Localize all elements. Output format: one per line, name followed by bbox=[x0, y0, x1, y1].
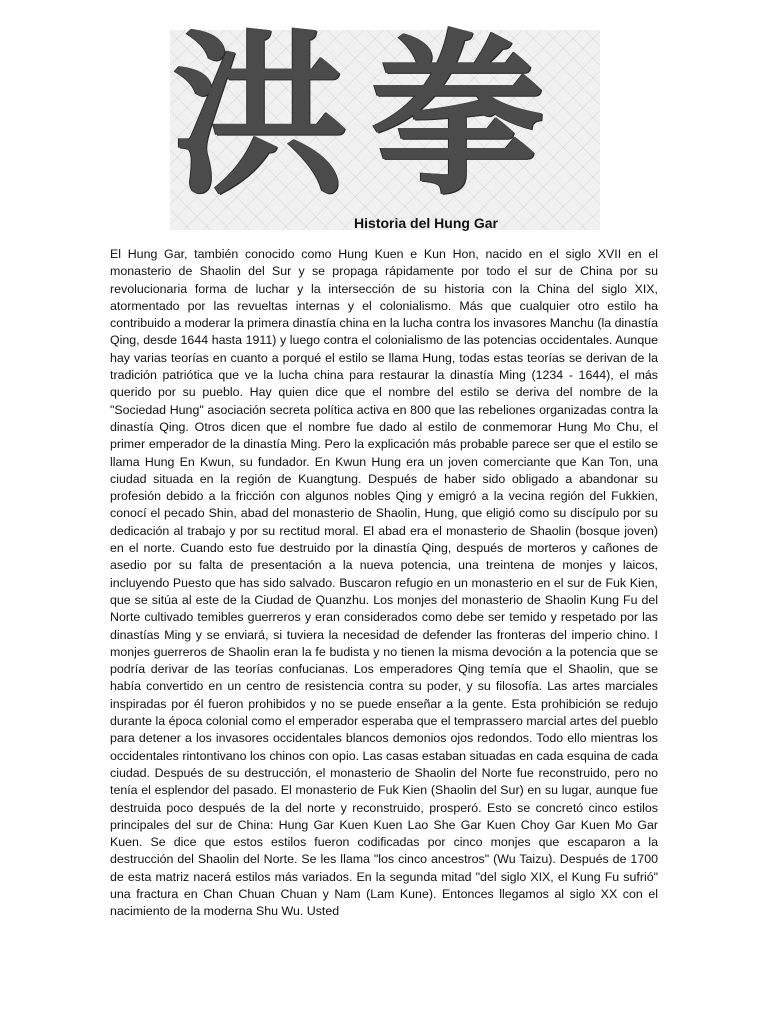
hung-gar-calligraphy: 洪拳 bbox=[172, 14, 569, 219]
body-paragraph: El Hung Gar, también conocido como Hung Kuen e Kun Hon, nacido en el siglo XVII en el monasterio de Shaolin del Sur y se propaga rápidamente por todo el sur de China por su revolucionaria forma de luchar y la intersección de su historia con la China del siglo XIX, atormentado por las revueltas internas y el colonialismo. Más que cualquier otro estilo ha contribuido a moderar la primera dinastía china en la lucha contra los invasores Manchu (la dinastía Qing, desde 1644 hasta 1911) y luego contra el colonialismo de las potencias occidentales. Aunque hay varias teorías en cuanto a porqué el estilo se llama Hung, todas estas teorías se derivan de la tradición patriótica que ve la lucha china para restaurar la dinastía Ming (1234 - 1644), el más querido por su pueblo. Hay quien dice que el nombre del estilo se deriva del nombre de la "Sociedad Hung" asociación secreta política activa en 800 que las rebeliones organizadas contra la dinastía Qing. Otros dicen que el nombre fue dado al estilo de conmemorar Hung Mo Chu, el primer emperador de la dinastía Ming. Pero la explicación más probable parece ser que el estilo se llama Hung En Kwun, su fundador. En Kwun Hung era un joven comerciante que Kan Ton, una ciudad situada en la región de Kuangtung. Después de haber sido obligado a abandonar su profesión debido a la fricción con algunos nobles Qing y emigró a la vecina región del Fukkien, conocí el pecado Shin, abad del monasterio de Shaolin, Hung, que eligió como su discípulo por su dedicación al trabajo y por su rectitud moral. El abad era el monasterio de Shaolin (bosque joven) en el norte. Cuando esto fue destruido por la dinastía Qing, después de morteros y cañones de asedio por su falta de presentación a la nueva potencia, una treintena de monjes y laicos, incluyendo Puesto que has sido salvado. Buscaron refugio en un monasterio en el sur de Fuk Kien, que se sitúa al este de la Ciudad de Quanzhu. Los monjes del monasterio de Shaolin Kung Fu del Norte cultivado temibles guerreros y eran considerados como debe ser temido y respetado por las dinastías Ming y se enviará, si tuviera la necesidad de defender las fronteras del imperio chino. I monjes guerreros de Shaolin eran la fe budista y no tienen la misma devoción a la potencia que se podría derivar de las teorías confucianas. Los emperadores Qing temía que el Shaolin, que se había convertido en un centro de resistencia contra su poder, y su filosofía. Las artes marciales inspiradas por él fueron prohibidos y no se puede enseñar a la gente. Esta prohibición se redujo durante la época colonial como el emperador esperaba que el temprassero marcial artes del pueblo para detener a los invasores occidentales blancos demonios ojos redondos. Todo ello mientras los occidentales rintontivano los chinos con opio. Las casas estaban situadas en cada esquina de cada ciudad. Después de su destrucción, el monasterio de Shaolin del Norte fue reconstruido, pero no tenía el esplendor del pasado. El monasterio de Fuk Kien (Shaolin del Sur) en su lugar, aunque fue destruida poco después de la del norte y reconstruido, prosperó. Esto se concretó cinco estilos principales del sur de China: Hung Gar Kuen Kuen Lao She Gar Kuen Choy Gar Kuen Mo Gar Kuen. Se dice que estos estilos fueron codificadas por cinco monjes que escaparon a la destrucción del Shaolin del Norte. Se les llama "los cinco ancestros" (Wu Taizu). Después de 1700 de esta matriz nacerá estilos más variados. En la segunda mitad "del siglo XIX, el Kung Fu sufrió" una fractura en Chan Chuan Chuan y Nam (Lam Kune). Entonces llegamos al siglo XX con el nacimiento de la moderna Shu Wu. Usted bbox=[110, 247, 658, 919]
page-title-text: Historia del Hung Gar bbox=[354, 215, 498, 231]
page-title bbox=[0, 215, 768, 231]
